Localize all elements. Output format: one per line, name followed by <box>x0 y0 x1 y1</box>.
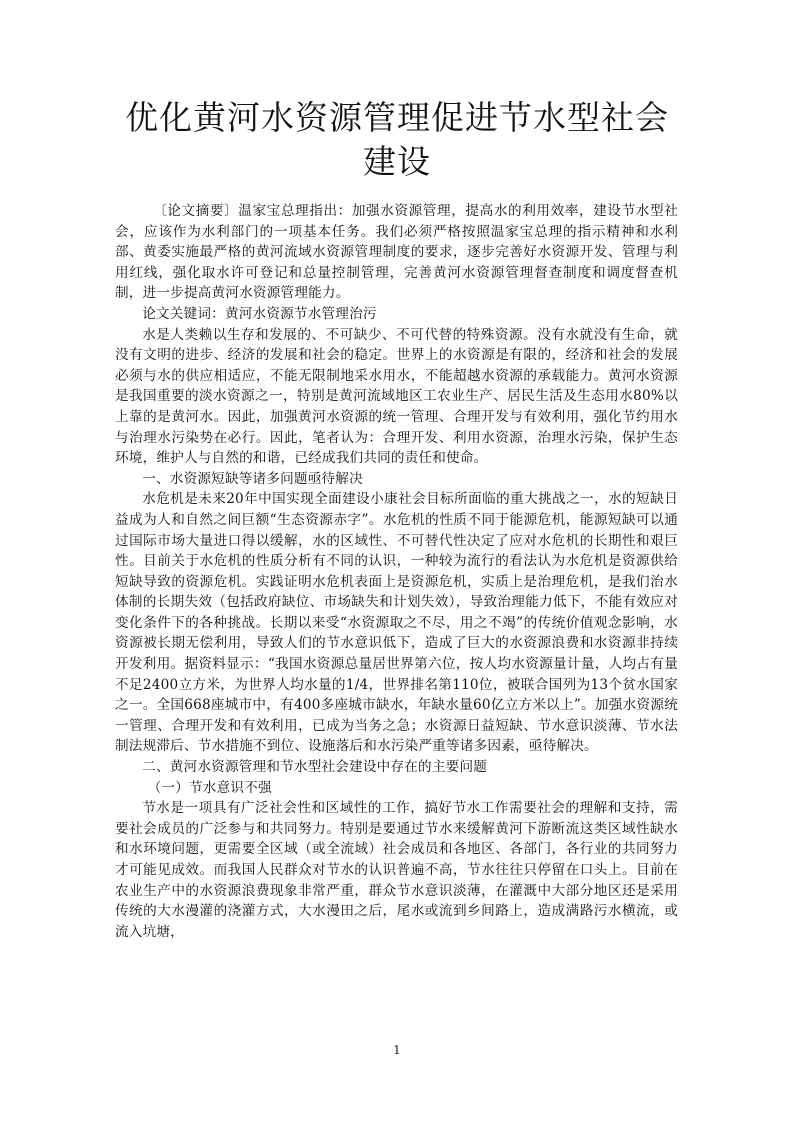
page-number: 1 <box>393 1043 401 1057</box>
section1-paragraph: 水危机是未来20年中国实现全面建设小康社会目标所面临的重大挑战之一，水的短缺日益成为人和自然之间巨额“生态资源赤字”。水危机的性质不同于能源危机，能源短缺可以通过国际市场大量进口得以缓解，水的区域性、不可替代性决定了应对水危机的长期性和艰巨性。目前关于水危机的性质分析有不同的认识，一种较为流行的看法认为水危机是资源供给短缺导致的资源危机。实践证明水危机表面上是资源危机，实质上是治理危机，是我们治水体制的长期失效（包括政府缺位、市场缺失和计划失效），导致治理能力低下，不能有效应对变化条件下的各种挑战。长期以来受“水资源取之不尽，用之不竭”的传统价值观念影响，水资源被长期无偿利用，导致人们的节水意识低下，造成了巨大的水资源浪费和水资源非持续开发利用。据资料显示：“我国水资源总量居世界第六位，按人均水资源量计量，人均占有量不足2400立方米，为世界人均水量的1/4，世界排名第110位，被联合国列为13个贫水国家之一。全国668座城市中，有400多座城市缺水，年缺水量60亿立方米以上”。加强水资源统一管理、合理开发和有效利用，已成为当务之急；水资源日益短缺、节水意识淡薄、节水法制法规滞后、节水措施不到位、设施落后和水污染严重等诸多因素，亟待解决。 <box>115 491 678 755</box>
keywords-paragraph: 论文关键词：黄河水资源节水管理治污 <box>142 305 377 322</box>
document-body <box>115 201 678 942</box>
document-title: 优化黄河水资源管理促进节水型社会建设 <box>125 98 669 181</box>
abstract-paragraph: 〔论文摘要〕温家宝总理指出：加强水资源管理，提高水的利用效率，建设节水型社会，应该作为水利部门的一项基本任务。我们必须严格按照温家宝总理的指示精神和水利部、黄委实施最严格的黄河流域水资源管理制度的要求，逐步完善好水资源开发、管理与利用红线，强化取水许可登记和总量控制管理，完善黄河水资源管理督查制度和调度督查机制，进一步提高黄河水资源管理能力。 <box>115 203 678 302</box>
section2-subheading-1: （一）节水意识不强 <box>147 779 272 796</box>
section1-heading: 一、水资源短缺等诸多问题亟待解决 <box>142 470 363 487</box>
intro-paragraph: 水是人类赖以生存和发展的、不可缺少、不可代替的特殊资源。没有水就没有生命，就没有文明的进步、经济的发展和社会的稳定。世界上的水资源是有限的，经济和社会的发展必须与水的供应相适应，不能无限制地采水用水，不能超越水资源的承载能力。黄河水资源是我国重要的淡水资源之一，特别是黄河流域地区工农业生产、居民生活及生态用水80%以上靠的是黄河水。因此，加强黄河水资源的统一管理、合理开发与有效利用，强化节约用水与治理水污染势在必行。因此，笔者认为：合理开发、利用水资源，治理水污染，保护生态环境，维护人与自然的和谐，已经成我们共同的责任和使命。 <box>115 326 678 467</box>
section2-paragraph: 节水是一项具有广泛社会性和区域性的工作，搞好节水工作需要社会的理解和支持，需要社会成员的广泛参与和共同努力。特别是要通过节水来缓解黄河下游断流这类区域性缺水和水环境问题，更需要全区域（或全流域）社会成员和各地区、各部门，各行业的共同努力才可能见成效。而我国人民群众对节水的认识普遍不高，节水往往只停留在口头上。目前在农业生产中的水资源浪费现象非常严重，群众节水意识淡薄，在灌溉中大部分地区还是采用传统的大水漫灌的浇灌方式，大水漫田之后，尾水或流到乡间路上，造成满路污水横流，或流入坑塘， <box>115 800 678 940</box>
section2-heading: 二、黄河水资源管理和节水型社会建设中存在的主要问题 <box>142 759 488 776</box>
